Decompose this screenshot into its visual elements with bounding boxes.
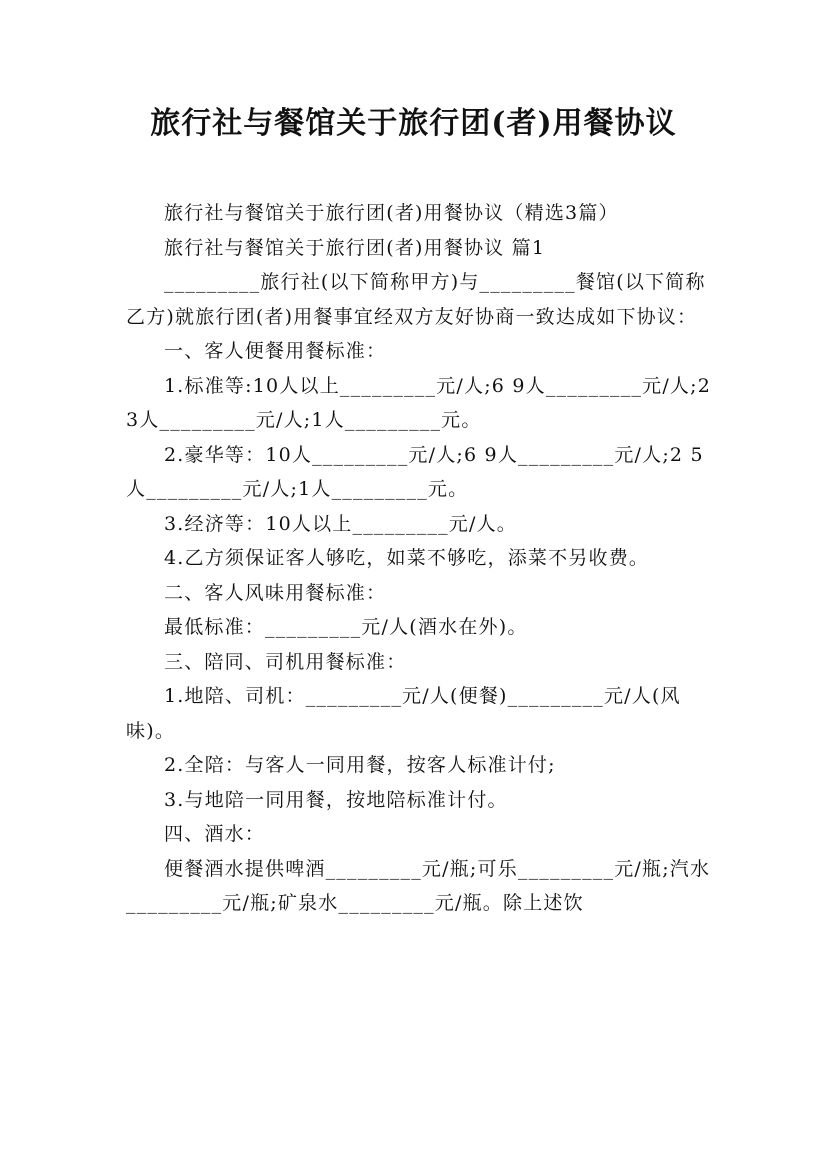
section-heading-2: 二、客人风味用餐标准： bbox=[164, 581, 387, 604]
paragraph-heading: 旅行社与餐馆关于旅行团(者)用餐协议（精选3篇） bbox=[164, 202, 619, 224]
section-heading-3: 三、陪同、司机用餐标准： bbox=[164, 650, 407, 673]
paragraph-item: 2.全陪：与客人一同用餐，按客人标准计付; bbox=[164, 754, 556, 776]
paragraph-item: 3.与地陪一同用餐，按地陪标准计付。 bbox=[164, 788, 508, 811]
section-heading-4: 四、酒水： bbox=[164, 823, 266, 845]
paragraph-intro: _________旅行社(以下简称甲方)与_________餐馆(以下简称乙方)就旅行团(者)用餐事宜经双方友好协商一致达成如下协议： bbox=[126, 271, 706, 328]
paragraph-item: 2.豪华等：10人_________元/人;6 9人_________元/人;2 5人_________元/人;1人_________元。 bbox=[126, 443, 704, 500]
document-title: 旅行社与餐馆关于旅行团(者)用餐协议 bbox=[150, 106, 677, 141]
paragraph-item: 最低标准：_________元/人(酒水在外)。 bbox=[164, 616, 528, 638]
document-body bbox=[126, 196, 716, 921]
paragraph-item: 1.地陪、司机：_________元/人(便餐)_________元/人(风味)。 bbox=[126, 685, 681, 742]
section-heading-1: 一、客人便餐用餐标准： bbox=[164, 340, 387, 362]
paragraph-item: 3.经济等：10人以上_________元/人。 bbox=[164, 512, 518, 535]
paragraph-section-title: 旅行社与餐馆关于旅行团(者)用餐协议 篇1 bbox=[164, 236, 546, 259]
paragraph-item: 便餐酒水提供啤酒_________元/瓶;可乐_________元/瓶;汽水_________元/瓶;矿泉水_________元/瓶。除上述饮 bbox=[126, 857, 711, 914]
paragraph-item: 1.标准等:10人以上_________元/人;6 9人_________元/人;2 3人_________元/人;1人_________元。 bbox=[126, 374, 712, 431]
paragraph-item: 4.乙方须保证客人够吃，如菜不够吃，添菜不另收费。 bbox=[164, 547, 650, 569]
